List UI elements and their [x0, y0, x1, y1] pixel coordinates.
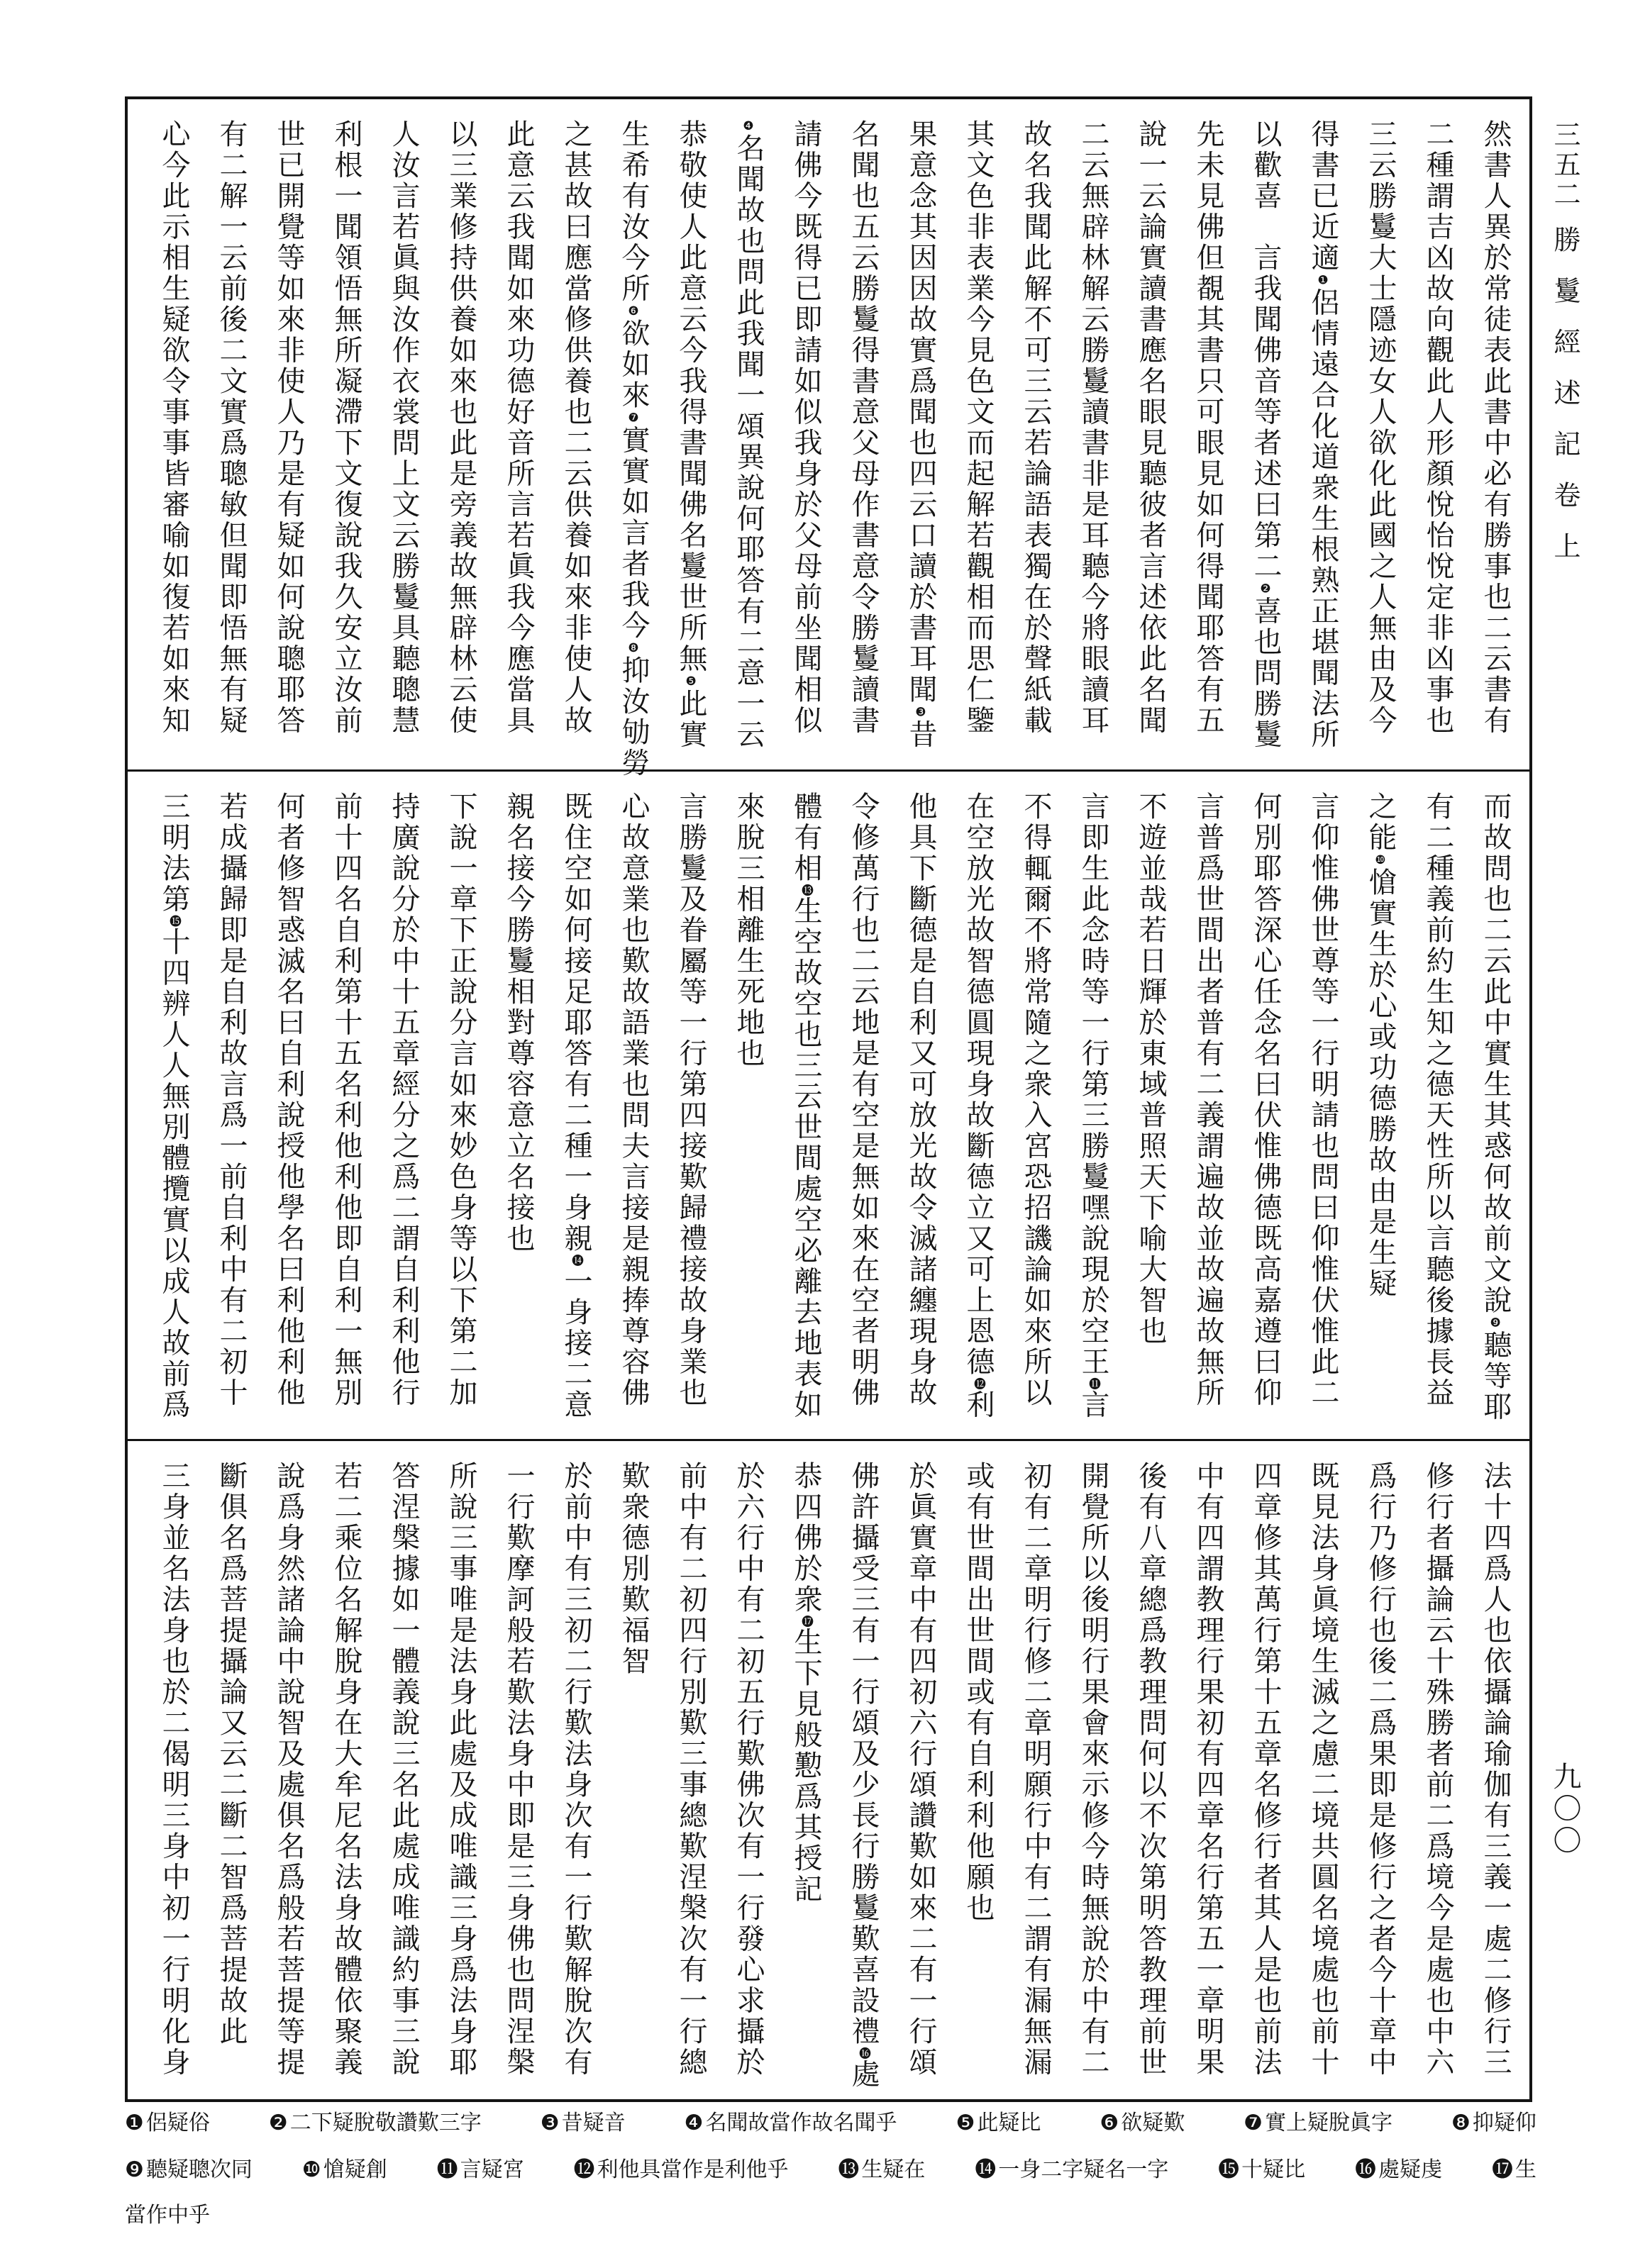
text-column: 故名我聞此解不可三云若論語表獨在於聲紙載: [1019, 119, 1052, 736]
text-column: 之甚故曰應當修供養也二云供養如來非使人故: [560, 119, 592, 736]
footnote-text: 利他具當作是利他乎: [597, 2157, 789, 2182]
text-column: 既見法身眞境生滅之慮二境共圓名境處也前十: [1307, 1461, 1339, 2078]
footnote: [975, 2157, 1168, 2183]
footnote-number-marker: ❿: [301, 2157, 321, 2182]
register-divider: [125, 1439, 1532, 1441]
footnote: [125, 2203, 210, 2228]
middle-register: [145, 791, 1524, 1430]
text-column: 言仰惟佛世尊等一行明請也問曰仰惟伏惟此二: [1307, 791, 1339, 1408]
footnote-reference-marker: ❶: [1316, 273, 1330, 288]
footnote-reference-marker: ⓫: [1086, 1377, 1100, 1390]
text-column: 四章修其萬行第十五章名修行者其人是也前法: [1249, 1461, 1282, 2078]
footnote-line: [125, 2203, 1536, 2228]
text-column: 不得輒爾不將常隨之衆入宮恐招譏論如來所以: [1019, 791, 1052, 1408]
footnote-reference-marker: ⓱: [799, 1615, 813, 1628]
footnote: [1244, 2111, 1392, 2136]
footnote-reference-marker: ⓯: [167, 915, 181, 927]
footnote-text: 處疑虔: [1378, 2157, 1443, 2182]
text-column: 爲行乃修行也後二爲果即是修行之者今十章中: [1364, 1461, 1397, 2078]
footnote: [838, 2157, 925, 2183]
text-column: 恭四佛於衆⓱生下見般懃爲其授記: [790, 1461, 822, 1905]
footnote-line: [125, 2111, 1536, 2136]
footnote-text: 愴疑創: [323, 2157, 387, 2182]
text-column: 斷俱名爲菩提攝論又云二斷二智爲菩提故此: [215, 1461, 248, 2047]
text-column: 言即生此念時等一行第三勝鬘嘿說現於空王⓫言: [1077, 791, 1109, 1421]
footnote: [1218, 2157, 1305, 2183]
footnote-reference-marker: ❼: [626, 411, 641, 426]
text-column: 歎衆德別歎福智: [617, 1461, 650, 1677]
text-column: 答涅槃據如一體義說三名此處成唯識約事三說: [387, 1461, 420, 2078]
footnote-text: 名聞故當作故名聞乎: [705, 2111, 897, 2135]
text-column: 若成攝歸即是自利故言爲一前自利中有二初十: [215, 791, 248, 1408]
text-column: 以三業修持供養如來也此是旁義故無辟林云使: [445, 119, 477, 736]
footnote: [1355, 2157, 1442, 2183]
footnote-number-marker: ⓫: [436, 2157, 458, 2182]
footnote-reference-marker: ⓮: [569, 1254, 583, 1267]
text-column: 得書已近適❶侶情遠合化道衆生根熟正堪聞法所: [1307, 119, 1339, 750]
footnote-text: 當作中乎: [125, 2203, 210, 2228]
footnote-number-marker: ⓯: [1218, 2157, 1240, 2182]
footnote: [1100, 2111, 1185, 2136]
text-column: 有二種義前約生知之德天性所以言聽後據長益: [1422, 791, 1454, 1408]
footnote: [1492, 2157, 1536, 2183]
footnote-reference-marker: ⓭: [799, 884, 813, 896]
footnote-reference-marker: ⓰: [856, 2047, 870, 2059]
text-column: 他具下斷德是自利又可放光故令滅諸纏現身故: [904, 791, 937, 1408]
text-column: 在空放光故智德圓現身故斷德立又可上恩德⓬利: [962, 791, 995, 1421]
footnote-number-marker: ❸: [540, 2111, 560, 2135]
text-column: 以歡喜 言我聞佛音等者述曰第二❷喜也問勝鬘: [1249, 119, 1282, 750]
text-column: ❹名聞故也問此我聞一頌異說何耶答有二意一云: [732, 119, 765, 750]
text-column: 體有相⓭生空故空也三云世間處空必離去地表如: [790, 791, 822, 1421]
footnote-text: 侶疑俗: [145, 2111, 210, 2135]
text-column: 於六行中有二初五行歎佛次有一行發心求攝於: [732, 1461, 765, 2078]
text-column: 何者修智惑滅名曰自利說授他學名曰利他利他: [272, 791, 305, 1408]
text-column: 一行歎摩訶般若歎法身中即是三身佛也問涅槃: [502, 1461, 535, 2078]
text-column: 人汝言若眞與汝作衣裳問上文云勝鬘具聽聰慧: [387, 119, 420, 736]
footnote: [125, 2157, 253, 2183]
footnote-line: [125, 2157, 1536, 2183]
footnote-number-marker: ❼: [1244, 2111, 1263, 2135]
upper-register: [145, 119, 1524, 779]
text-column: 生希有汝今所❻欲如來❼實實如言者我今❽抑汝劬勞: [617, 119, 650, 779]
text-column: 三明法第⓯十四辨人人無別體攬實以成人故前爲: [157, 791, 190, 1421]
footnote-number-marker: ❷: [268, 2111, 288, 2135]
footnote: [573, 2157, 788, 2183]
text-column: 於眞實章中有四初六行頌讚歎如來二有一行頌: [904, 1461, 937, 2078]
text-column: 前十四名自利第十五名利他利他即自利一無別: [330, 791, 362, 1408]
text-column: 修行者攝論云十殊勝者前二爲境今是處也中六: [1422, 1461, 1454, 2078]
footnote-text: 二下疑脫敬讚歎三字: [289, 2111, 482, 2135]
text-column: 利根一聞領悟無所凝滯下文復說我久安立汝前: [330, 119, 362, 736]
text-column: 心故意業也歎故語業也問夫言接是親捧尊容佛: [617, 791, 650, 1408]
footnote-reference-marker: ❾: [1488, 1316, 1502, 1330]
footnote: [302, 2157, 387, 2183]
footnote-number-marker: ❻: [1100, 2111, 1119, 2135]
footnote-number-marker: ❹: [684, 2111, 704, 2135]
text-column: 中有四謂教理行果初有四章名行第五一章明果: [1192, 1461, 1224, 2078]
text-column: 然書人異於常徒表此書中必有勝事也二云書有: [1479, 119, 1512, 736]
footnote-number-marker: ⓱: [1491, 2157, 1513, 2182]
text-column: 說爲身然諸論中說智及處俱名爲般若菩提等提: [272, 1461, 305, 2078]
footnote: [541, 2111, 626, 2136]
text-column: 令修萬行也二云地是有空是無如來在空者明佛: [847, 791, 880, 1408]
text-column: 二云無辟林解云勝鬘讀書非是耳聽今將眼讀耳: [1077, 119, 1109, 736]
running-header-title: 勝鬘經述記卷上: [1549, 226, 1580, 583]
footnote-text: 聽疑聰次同: [145, 2157, 253, 2182]
footnote-reference-marker: ❺: [684, 674, 698, 689]
text-column: 既住空如何接足耶答有二種一身親⓮一身接二意: [560, 791, 592, 1421]
text-column: 言普爲世間出者普有二義謂遍故並故遍故無所: [1192, 791, 1224, 1408]
footnote: [125, 2111, 210, 2136]
footnote: [1451, 2111, 1536, 2136]
footnote-text: 抑疑仰: [1472, 2111, 1536, 2135]
footnote-reference-marker: ❷: [1258, 582, 1273, 596]
text-column: 前中有二初四行別歎三事總歎涅槃次有一行總: [675, 1461, 707, 2078]
footnote-number-marker: ⓭: [838, 2157, 860, 2182]
text-column: 何別耶答深心任念名曰伏惟佛德既高嘉遵曰仰: [1249, 791, 1282, 1408]
text-column: 不遊並哉若日輝於東域普照天下喻大智也: [1134, 791, 1167, 1347]
text-column: 持廣說分於中十五章經分之爲二謂自利利他行: [387, 791, 420, 1408]
text-column: 言勝鬘及眷屬等一行第四接歎歸禮接故身業也: [675, 791, 707, 1408]
text-column: 說一云論實讀書應名眼見聽彼者言述依此名聞: [1134, 119, 1167, 736]
footnote-number-marker: ⓮: [975, 2157, 997, 2182]
running-header-volume-number: 三五二: [1549, 121, 1580, 210]
text-column: 而故問也二云此中實生其惑何故前文說❾聽等耶: [1479, 791, 1512, 1423]
text-column: 果意念其因因故實爲聞也四云口讀於書耳聞❸昔: [904, 119, 937, 750]
footnote: [685, 2111, 897, 2136]
text-column: 來脫三相離生死地也: [732, 791, 765, 1069]
footnote-text: 生疑在: [861, 2157, 926, 2182]
footnote-reference-marker: ❽: [626, 641, 641, 655]
footnote-reference-marker: ❸: [914, 705, 928, 720]
footnote-number-marker: ❽: [1451, 2111, 1471, 2135]
register-divider: [125, 769, 1532, 772]
footnote-number-marker: ❶: [125, 2111, 144, 2135]
footnote: [269, 2111, 482, 2136]
footnote-number-marker: ⓬: [573, 2157, 595, 2182]
footnote-text: 昔疑音: [561, 2111, 626, 2135]
text-column: 世已開覺等如來非使人乃是有疑如何說聰耶答: [272, 119, 305, 736]
text-column: 於前中有三初二行歎法身次有一行歎解脫次有: [560, 1461, 592, 2078]
text-column: 開覺所以後明行果會來示修今時無說於中有二: [1077, 1461, 1109, 2078]
text-column: 二種謂吉凶故向觀此人形顏悅怡悅定非凶事也: [1422, 119, 1454, 736]
footnote-number-marker: ❺: [956, 2111, 975, 2135]
text-column: 若二乘位名解脫身在大牟尼名法身故體依聚義: [330, 1461, 362, 2078]
footnote-text: 十疑比: [1241, 2157, 1306, 2182]
text-column: 親名接今勝鬘相對尊容意立名接也: [502, 791, 535, 1255]
footnote-text: 生: [1515, 2157, 1536, 2182]
text-column: 或有世間出世間或有自利利他願也: [962, 1461, 995, 1924]
text-column: 名聞也五云勝鬘得書意父母作書意令勝鬘讀書: [847, 119, 880, 736]
text-column: 此意云我聞如來功德好音所言若眞我今應當具: [502, 119, 535, 736]
footnote-reference-marker: ❿: [1373, 853, 1388, 867]
footnote-text: 欲疑歎: [1121, 2111, 1185, 2135]
text-column: 三身並名法身也於二偈明三身中初一行明化身: [157, 1461, 190, 2078]
footnote-reference-marker: ❻: [626, 304, 641, 318]
text-column: 下說一章下正說分言如來妙色身等以下第二加: [445, 791, 477, 1408]
text-column: 初有二章明行修二章明願行中有二謂有漏無漏: [1019, 1461, 1052, 2078]
text-column: 後有八章總爲教理問何以不次第明答教理前世: [1134, 1461, 1167, 2078]
text-column: 有二解一云前後二文實爲聰敏但聞即悟無有疑: [215, 119, 248, 736]
footnote-text: 言疑宮: [460, 2157, 524, 2182]
footnote-number-marker: ⓰: [1355, 2157, 1377, 2182]
text-column: 請佛今既得已即請如似我身於父母前坐聞相似: [790, 119, 822, 736]
text-column: 佛許攝受三有一行頌及少長行勝鬘歎喜設禮⓰處: [847, 1461, 880, 2090]
footnote-reference-marker: ❹: [741, 119, 755, 133]
footnote-text: 實上疑脫眞字: [1265, 2111, 1393, 2135]
text-column: 三云勝鬘大士隱迹女人欲化此國之人無由及今: [1364, 119, 1397, 736]
text-column: 法十四爲人也依攝論瑜伽有三義一處二修行三: [1479, 1461, 1512, 2078]
footnote: [437, 2157, 524, 2183]
footnote-reference-marker: ⓬: [971, 1377, 985, 1390]
text-column: 所說三事唯是法身此處及成唯識三身爲法身耶: [445, 1461, 477, 2078]
footnote: [956, 2111, 1041, 2136]
page-number: 九〇〇: [1549, 1762, 1581, 1857]
footnote-number-marker: ❾: [125, 2157, 144, 2182]
text-column: 先未見佛但覩其書只可眼見如何得聞耶答有五: [1192, 119, 1224, 736]
text-column: 之能❿愴實生於心或功德勝故由是生疑: [1364, 791, 1397, 1299]
text-column: 其文色非表業今見色文而起解若觀相而思仁鑒: [962, 119, 995, 736]
lower-register: [145, 1461, 1524, 2099]
text-column: 心今此示相生疑欲令事事皆審喻如復若如來知: [157, 119, 190, 736]
footnote-text: 一身二字疑名一字: [998, 2157, 1169, 2182]
footnote-text: 此疑比: [977, 2111, 1041, 2135]
text-column: 恭敬使人此意云今我得書聞佛名鬘世所無❺此實: [675, 119, 707, 750]
